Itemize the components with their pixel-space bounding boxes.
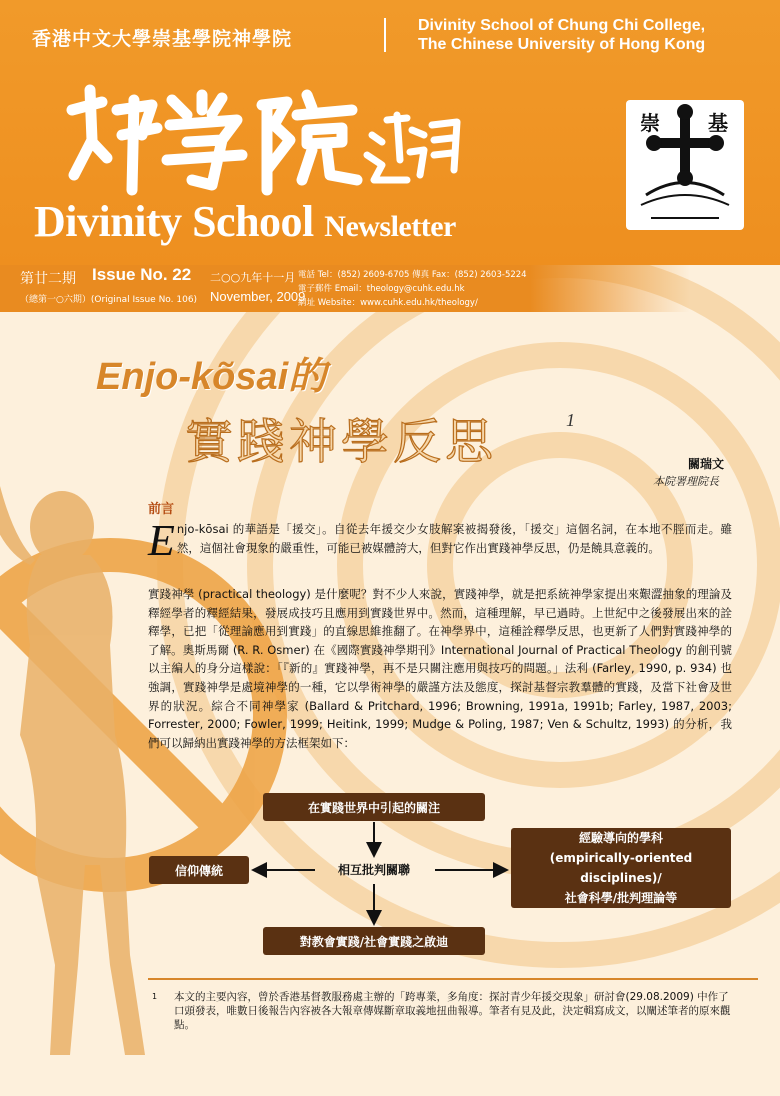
flow-box-implications: 對教會實踐/社會實踐之啟迪: [263, 927, 485, 955]
svg-text:基: 基: [708, 111, 728, 135]
institution-name-english-line2: The Chinese University of Hong Kong: [418, 36, 706, 53]
paragraph-intro: [148, 516, 732, 565]
college-logo: [626, 100, 744, 230]
issue-info-strip: [0, 265, 780, 312]
footnote-number: 1: [152, 992, 158, 1001]
article-author-role: 本院署理院長: [653, 475, 719, 488]
svg-text:崇: 崇: [640, 111, 660, 135]
masthead-divider: [384, 18, 386, 52]
footnote-divider: [148, 978, 758, 980]
calligraphy-title-graphic: [62, 80, 462, 200]
newsletter-title-sub: Newsletter: [324, 210, 456, 243]
contact-phone: 電話 Tel：(852) 2609-6705 傳真 Fax：(852) 2603-5224: [298, 270, 527, 280]
flow-box-empirical-line2: (empirically-oriented disciplines)/: [549, 851, 693, 885]
paragraph-intro-text: njo-kōsai 的華語是「援交」。自從去年援交少女肢解案被揭發後，「援交」這個名詞，在本地不脛而走。雖然，這個社會現象的嚴重性，可能已被媒體誇大，但對它作出實踐神學反思，仍是饒具意義的。: [176, 522, 732, 555]
article-author: 關瑞文: [688, 457, 725, 471]
article-title-footnote-marker: 1: [566, 410, 575, 430]
issue-number-english: Issue No. 22: [92, 265, 192, 284]
original-issue-number: （總第一○六期）(Original Issue No. 106): [20, 295, 198, 305]
drop-cap: E: [148, 516, 175, 565]
newsletter-title-main: Divinity School: [34, 197, 314, 246]
article-title-line1: Enjo-kõsai的: [96, 356, 327, 398]
flow-center-mutual-critique: 相互批判關聯: [337, 863, 410, 877]
contact-website: 網址 Website：www.cuhk.edu.hk/theology/: [298, 298, 478, 308]
article-title-line2: 實踐神學反思: [185, 414, 498, 470]
flow-box-faith-tradition: 信仰傳統: [149, 856, 249, 884]
issue-date-english: November, 2009: [210, 289, 306, 304]
paragraph-practical-theology: 實踐神學 (practical theology) 是什麼呢？對不少人來說，實踐神學，就是把系統神學家提出來艱澀抽象的理論及釋經學者的釋經結果，發展成技巧且應用到實踐世界中。然而，這種理解，早已過時。上世紀中之後發展出來的詮釋學，已把「從理論應用到實踐」的直線思維推翻了。在神學界中，這種詮釋學反思，也更新了人們對實踐神學的了解。奧斯馬爾 (R. R. Osmer) 在《國際實踐神學期刊》International Journal of Practical Theology 的創刊號以主編人的身分這樣說：「『新的』實踐神學，再不是只關注應用與技巧的問題。」法利 (Farley, 1990, p. 934) 也強調，實踐神學是處境神學的一種，它以學術神學的嚴謹方法及態度，探討基督宗教羣體的實踐，及當下社會及世界的狀況。綜合不同神學家 (Ballard & Pritchard, 1996; Browning, 1991a, 1991b; Farley, 1987, 2003; Forrester, 2000; Fowler, 1999; Heitink, 1999; Mudge & Poling, 1987; Ven & Schultz, 1993) 的分析，我們可以歸納出實踐神學的方法框架如下：: [148, 587, 732, 750]
flow-box-empirical-disciplines: [511, 828, 731, 908]
section-heading: 前言: [148, 502, 175, 517]
issue-number-chinese: 第廿二期: [20, 271, 76, 287]
contact-info: [298, 268, 527, 310]
footnote-text: 本文的主要內容，曾於香港基督教服務處主辦的「跨專業，多角度：探討青少年援交現象」研討會(29.08.2009) 中作了口頭發表，唯數日後報告內容被各大報章傳媒斷章取義地扭曲報導。筆者有見及此，決定輯寫成文，以闡述筆者的原來觀點。: [174, 991, 731, 1031]
institution-name-chinese: 香港中文大學崇基學院神學院: [32, 28, 293, 50]
flow-box-empirical-line1: 經驗導向的學科: [578, 831, 663, 845]
institution-name-english-line1: Divinity School of Chung Chi College,: [418, 17, 706, 34]
issue-date-chinese: 二○○九年十一月: [210, 271, 296, 284]
masthead: [0, 0, 780, 265]
flow-box-empirical-line3: 社會科學/批判理論等: [564, 891, 678, 905]
institution-name-english: [418, 16, 705, 54]
contact-email: 電子郵件 Email：theology@cuhk.edu.hk: [298, 284, 465, 294]
newsletter-title-english: [34, 196, 456, 247]
issue-info-fade: [530, 265, 690, 312]
flow-box-concern: 在實踐世界中引起的關注: [263, 793, 485, 821]
method-framework-diagram: [145, 788, 735, 963]
